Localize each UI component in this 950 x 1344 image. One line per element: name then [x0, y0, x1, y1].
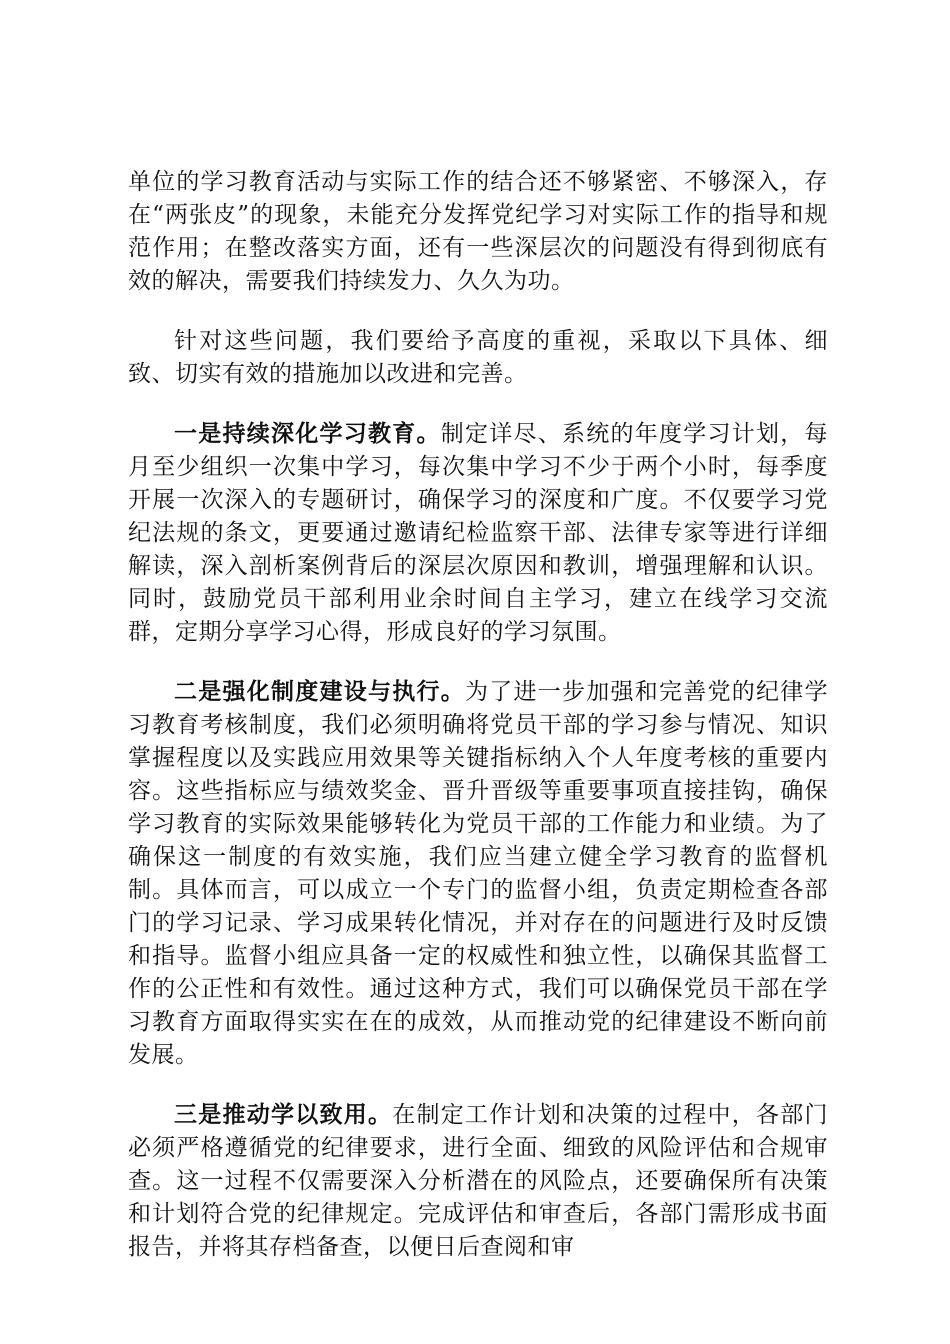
paragraph-measure-three — [128, 1099, 828, 1264]
paragraph-continuation — [128, 166, 828, 298]
paragraph-text: 针对这些问题，我们要给予高度的重视，采取以下具体、细致、切实有效的措施加以改进和完善。 — [128, 328, 828, 387]
paragraph-intro-measures — [128, 325, 828, 391]
paragraph-measure-two — [128, 676, 828, 1072]
paragraph-lead-heading: 二是强化制度建设与执行。 — [174, 679, 465, 705]
paragraph-lead-heading: 三是推动学以致用。 — [174, 1102, 393, 1128]
paragraph-text: 为了进一步加强和完善党的纪律学习教育考核制度，我们必须明确将党员干部的学习参与情况、知识掌握程度以及实践应用效果等关键指标纳入个人年度考核的重要内容。这些指标应与绩效奖金、晋升晋级等重要事项直接挂钩，确保学习教育的实际效果能够转化为党员干部的工作能力和业绩。为了确保这一制度的有效实施，我们应当建立健全学习教育的监督机制。具体而言，可以成立一个专门的监督小组，负责定期检查各部门的学习记录、学习成果转化情况，并对存在的问题进行及时反馈和指导。监督小组应具备一定的权威性和独立性，以确保其监督工作的公正性和有效性。通过这种方式，我们可以确保党员干部在学习教育方面取得实实在在的成效，从而推动党的纪律建设不断向前发展。 — [128, 679, 828, 1068]
paragraph-lead-heading: 一是持续深化学习教育。 — [174, 421, 441, 447]
paragraph-text: 制定详尽、系统的年度学习计划，每月至少组织一次集中学习，每次集中学习不少于两个小时，每季度开展一次深入的专题研讨，确保学习的深度和广度。不仅要学习党纪法规的条文，更要通过邀请纪检监察干部、法律专家等进行详细解读，深入剖析案例背后的深层次原因和教训，增强理解和认识。同时，鼓励党员干部利用业余时间自主学习，建立在线学习交流群，定期分享学习心得，形成良好的学习氛围。 — [128, 421, 828, 645]
document-body — [128, 166, 828, 1291]
paragraph-text: 单位的学习教育活动与实际工作的结合还不够紧密、不够深入，存在“两张皮”的现象，未能充分发挥党纪学习对实际工作的指导和规范作用；在整改落实方面，还有一些深层次的问题没有得到彻底有效的解决，需要我们持续发力、久久为功。 — [128, 169, 828, 294]
paragraph-measure-one — [128, 418, 828, 649]
paragraph-text: 在制定工作计划和决策的过程中，各部门必须严格遵循党的纪律要求，进行全面、细致的风险评估和合规审查。这一过程不仅需要深入分析潜在的风险点，还要确保所有决策和计划符合党的纪律规定。完成评估和审查后，各部门需形成书面报告，并将其存档备查，以便日后查阅和审 — [128, 1102, 828, 1260]
